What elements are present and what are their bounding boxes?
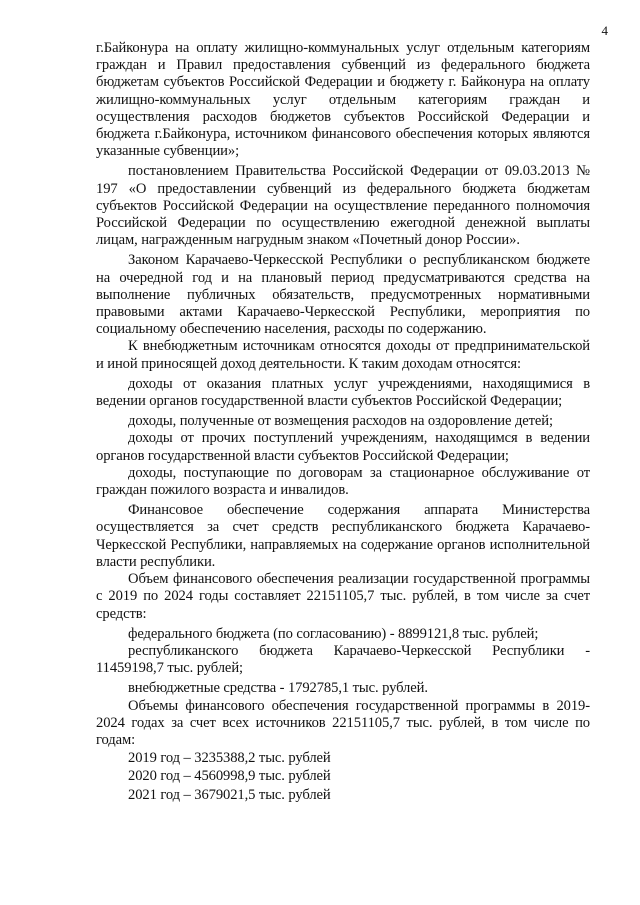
paragraph-funding-by-years: Объемы финансового обеспечения государственной программы в 2019-2024 годах за счет всех источников 22151105,7 тыс. рублей, в том числе по годам: (96, 697, 590, 748)
page-number: 4 (601, 23, 608, 38)
year-2021: 2021 год – 3679021,5 тыс. рублей (128, 786, 331, 803)
list-item-paid-services: доходы от оказания платных услуг учреждениями, находящимися в ведении органов государственной власти субъектов Российской Федерации; (96, 375, 590, 410)
list-item-extrabudgetary-funds: внебюджетные средства - 1792785,1 тыс. рублей. (128, 680, 428, 697)
year-2020: 2020 год – 4560998,9 тыс. рублей (128, 768, 331, 785)
paragraph-program-volume: Объем финансового обеспечения реализации государственной программы с 2019 по 2024 годы составляет 22151105,7 тыс. рублей, в том числе за счет средств: (96, 571, 590, 622)
list-item-republican-budget: республиканского бюджета Карачаево-Черкесской Республики - 11459198,7 тыс. рублей; (96, 642, 590, 677)
list-item-federal-budget: федерального бюджета (по согласованию) - 8899121,8 тыс. рублей; (128, 625, 539, 642)
document-body (96, 40, 590, 804)
year-2019: 2019 год – 3235388,2 тыс. рублей (128, 750, 331, 767)
paragraph-baikonur-rules: г.Байконура на оплату жилищно-коммунальных услуг отдельным категориям граждан и Правил предоставления субвенций из федерального бюджета бюджетам субъектов Российской Федерации и бюджету г. Байконура на оплату жилищно-коммунальных услуг отдельным категориям граждан и осуществления расходов бюджетов субъектов Российской Федерации и бюджета г.Байконура, источником финансового обеспечения которых являются указанные субвенции»; (96, 40, 590, 160)
paragraph-kchr-law: Законом Карачаево-Черкесской Республики о республиканском бюджете на очередной год и на плановый период предусматриваются средства на выполнение публичных обязательств, предусмотренных нормативными правовыми актами Карачаево-Черкесской Республики, мероприятия по социальному обеспечению населения, расходы по содержанию. (96, 252, 590, 338)
paragraph-extrabudgetary-sources: К внебюджетным источникам относятся доходы от предпринимательской и иной приносящей доход деятельности. К таким доходам относятся: (96, 338, 590, 372)
list-item-other-receipts: доходы от прочих поступлений учреждениям, находящимся в ведении органов государственной власти субъектов Российской Федерации; (96, 430, 590, 464)
paragraph-ministry-funding: Финансовое обеспечение содержания аппарата Министерства осуществляется за счет средств республиканского бюджета Карачаево-Черкесской Республики, направляемых на содержание органов исполнительной власти республики. (96, 502, 590, 570)
list-item-child-health: доходы, полученные от возмещения расходов на оздоровление детей; (128, 413, 553, 430)
list-item-inpatient-care: доходы, поступающие по договорам за стационарное обслуживание от граждан пожилого возраста и инвалидов. (96, 464, 590, 499)
paragraph-government-decree: постановлением Правительства Российской Федерации от 09.03.2013 № 197 «О предоставлении субвенций из федерального бюджета бюджетам субъектов Российской Федерации на осуществление переданного полномочия Российской Федерации по осуществлению ежегодной денежной выплаты лицам, награжденным нагрудным знаком «Почетный донор России». (96, 163, 590, 249)
